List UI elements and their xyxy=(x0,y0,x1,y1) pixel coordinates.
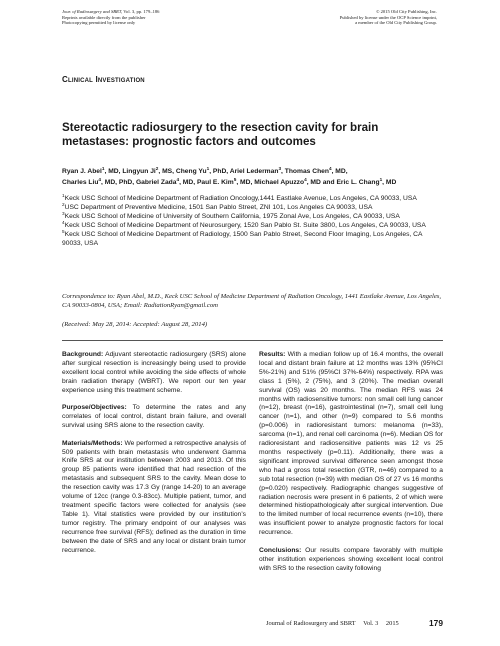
affiliation-text: USC Department of Preventive Medicine, 1501 San Pablo Street, ZNI 101, Los Angeles CA 90033, USA xyxy=(64,203,373,211)
author-affiliation-mark: 4 xyxy=(328,165,332,171)
affiliation-item xyxy=(62,219,442,234)
author-degree: , MD, xyxy=(104,168,123,175)
author-degree: , MD, PhD, xyxy=(101,178,136,186)
abstract-paragraph xyxy=(62,440,246,556)
author-degree: , MD, xyxy=(331,168,348,175)
abstract-section-heading: Purpose/Objectives: xyxy=(62,404,127,412)
author-affiliation-mark: 1 xyxy=(101,165,105,171)
author-affiliation-mark: 4 xyxy=(304,176,307,182)
abstract-column-right xyxy=(259,351,443,582)
journal-name: Jour. of Radiosurgery and SBRT, xyxy=(62,9,123,14)
author-degree: , xyxy=(281,168,285,175)
photocopy-note: Photocopying permitted by license only xyxy=(62,20,136,26)
abstract-top-rule xyxy=(62,340,443,341)
author-affiliation-mark: 4 xyxy=(98,176,102,182)
abstract-section-heading: Results: xyxy=(259,351,286,358)
affiliation-item xyxy=(62,228,442,249)
author-list xyxy=(62,167,442,188)
author-line-2 xyxy=(62,178,442,189)
author-affiliation-mark: 5 xyxy=(233,176,237,182)
abstract-paragraph xyxy=(62,404,246,431)
publisher-group-line: a member of the Old City Publishing Group. xyxy=(355,20,437,26)
abstract-section-heading: Background: xyxy=(62,351,104,358)
volume-pages: Vol. 3, pp. 179–186 xyxy=(122,9,160,14)
author-name: Gabriel Zada xyxy=(135,178,177,186)
abstract-paragraph xyxy=(259,351,443,538)
footer-journal: Journal of Radiosurgery and SBRT xyxy=(266,620,356,627)
author-name: Paul E. Kim xyxy=(196,178,234,186)
author-degree: , MD, xyxy=(179,178,197,186)
copyright-line: © 2015 Old City Publishing, Inc. xyxy=(375,9,437,14)
article-title: Stereotactic radiosurgery to the resection cavity for brain metastases: prognostic factors and outcomes xyxy=(62,121,379,148)
abstract-column-left xyxy=(62,351,246,564)
abstract-section-text: With a median follow up of 16.4 months, the overall local and distant brain failure at 12 months was 13% (95%CI 5%-21%) and 51% (95%CI 37%-64%) respectively. RPA was class 1 (5%), 2 (75%), and 3 (20%). The median overall survival (OS) was 20 months. The median RFS was 24 months with radiosensitive tumors: non small cell lung cancer (n=12), breast (n=16), gastrointestinal (n=7), small cell lung cancer (n=1), and other (n=9) compared to 5.6 months (p=0.006) in radioresistant tumors: melanoma (n=33), sarcoma (n=1), and renal cell carcinoma (n=6). Median OS for radioresistant and radiosensitive patients was 12 vs 25 months respectively (p=0.11). Additionally, there was a significant improved survival difference seen amongst those who had a gross total resection (GTR, n=46) compared to a sub total resection (n=39) with median OS of 27 vs 16 months (p=0.020) respectively. Radiographic changes suggestive of radiation necrosis were present in 6 patients, 2 of which were determined histiopathologicaly after surgical intervention. Due to the limited number of local recurrence events (n=10), there was insufficient power to analyze prognostic factors for local recurrence. xyxy=(259,351,443,537)
author-name: Ryan J. Abel xyxy=(62,168,102,175)
author-affiliation-mark: 1 xyxy=(379,176,383,182)
abstract-paragraph xyxy=(259,547,443,574)
license-line: Published by license under the OCP Science imprint, xyxy=(339,14,437,20)
author-affiliation-mark: 2 xyxy=(155,165,159,171)
author-name: Eric L. Chang xyxy=(336,178,380,186)
author-name: Cheng Yu xyxy=(175,168,207,175)
section-label: Clinical Investigation xyxy=(62,75,145,84)
affiliation-mark: 5 xyxy=(62,228,65,234)
author-degree: , MS, xyxy=(158,168,176,175)
author-name: Michael Apuzzo xyxy=(254,178,305,186)
affiliation-item xyxy=(62,201,442,213)
received-dates: (Received: May 28, 2014: Accepted: August 28, 2014) xyxy=(62,321,208,328)
affiliation-text: Keck USC School of Medicine Department of Radiology, 1500 San Pablo Street, Second Floor Imaging, Los Angeles, CA 90033, USA xyxy=(62,230,423,247)
author-name: Thomas Chen xyxy=(284,168,329,175)
author-name: Ariel Lederman xyxy=(229,168,279,175)
author-degree: , PhD, xyxy=(209,168,230,175)
author-degree: , MD, xyxy=(236,178,255,186)
author-degree: , MD xyxy=(382,178,397,186)
affiliation-mark: 1 xyxy=(62,192,65,198)
affiliation-mark: 3 xyxy=(62,210,65,216)
affiliation-list xyxy=(62,192,442,248)
footer-year: 2015 xyxy=(385,620,399,627)
page-footer xyxy=(266,620,399,627)
author-line-1 xyxy=(62,167,442,178)
correspondence: Correspondence to: Ryan Abel, M.D., Keck USC School of Medicine Department of Radiation Oncology, 1441 Eastlake Avenue, Los Angeles, CA 90033-0804, USA; Email: RadiationRyan@gmail.com xyxy=(62,293,442,310)
abstract-section-text: Our results compare favorably with multiple other institution experiences showing excellent local control with SRS to the resection cavity following xyxy=(259,546,443,572)
journal-citation xyxy=(62,9,159,15)
abstract-section-heading: Conclusions: xyxy=(259,546,302,554)
affiliation-text: Keck USC School of Medicine Department of Neurosurgery, 1520 San Pablo St. Suite 3800, Los Angeles, CA 90033, USA xyxy=(64,221,426,229)
affiliation-text: Keck USC School of Medicine of University of Southern California, 1975 Zonal Ave, Los Angeles, CA 90033, USA xyxy=(64,212,400,220)
affiliation-item xyxy=(62,192,442,204)
author-degree: , MD and xyxy=(306,178,337,186)
publisher-header-right xyxy=(340,9,437,26)
affiliation-mark: 4 xyxy=(62,219,65,225)
abstract-section-text: Adjuvant stereotactic radiosurgery (SRS) alone after surgical resection is increasingly being used to provide excellent local control while avoiding the side effects of whole brain radiation therapy (WBRT). We report our ten year experience using this treatment scheme. xyxy=(62,351,246,394)
author-name: Lingyun Ji xyxy=(122,168,156,175)
abstract-section-text: We performed a retrospective analysis of 509 patients with brain metastasis who underwent Gamma Knife SRS at our institution between 2003 and 2013. Of this group 85 patients were identified that had resection of the metastasis and subsequent SRS to the cavity. Mean dose to the resection cavity was 17.3 Gy (range 14-20) to an average volume of 12cc (range 0.3-83cc). Multiple patient, tumor, and treatment specific factors were collected for analysis (see Table 1). Vital statistics were provided by our institution’s tumor registry. The primary endpoint of our analyses was recurrence free survival (RFS); defined as the duration in time between the date of SRS and any local or distant brain tumor recurrence. xyxy=(62,439,246,554)
author-affiliation-mark: 3 xyxy=(278,165,282,171)
abstract-section-heading: Materials/Methods: xyxy=(62,439,123,447)
author-name: Charles Liu xyxy=(62,178,99,186)
journal-header-left xyxy=(62,9,159,26)
abstract-paragraph xyxy=(62,351,246,396)
reprints-note: Reprints available directly from the publisher xyxy=(62,14,146,20)
page-number: 179 xyxy=(429,618,443,628)
affiliation-mark: 2 xyxy=(62,201,65,207)
footer-volume: Vol. 3 xyxy=(363,620,379,627)
affiliation-text: Keck USC School of Medicine Department of Radiation Oncology,1441 Eastlake Avenue, Los Angeles, CA 90033, USA xyxy=(64,195,417,202)
author-affiliation-mark: 4 xyxy=(176,176,180,182)
author-affiliation-mark: 1 xyxy=(206,165,210,171)
abstract-section-text: To determine the rates and any correlates of local control, distant brain failure, and overall survival using SRS alone to the resection cavity. xyxy=(62,404,246,430)
